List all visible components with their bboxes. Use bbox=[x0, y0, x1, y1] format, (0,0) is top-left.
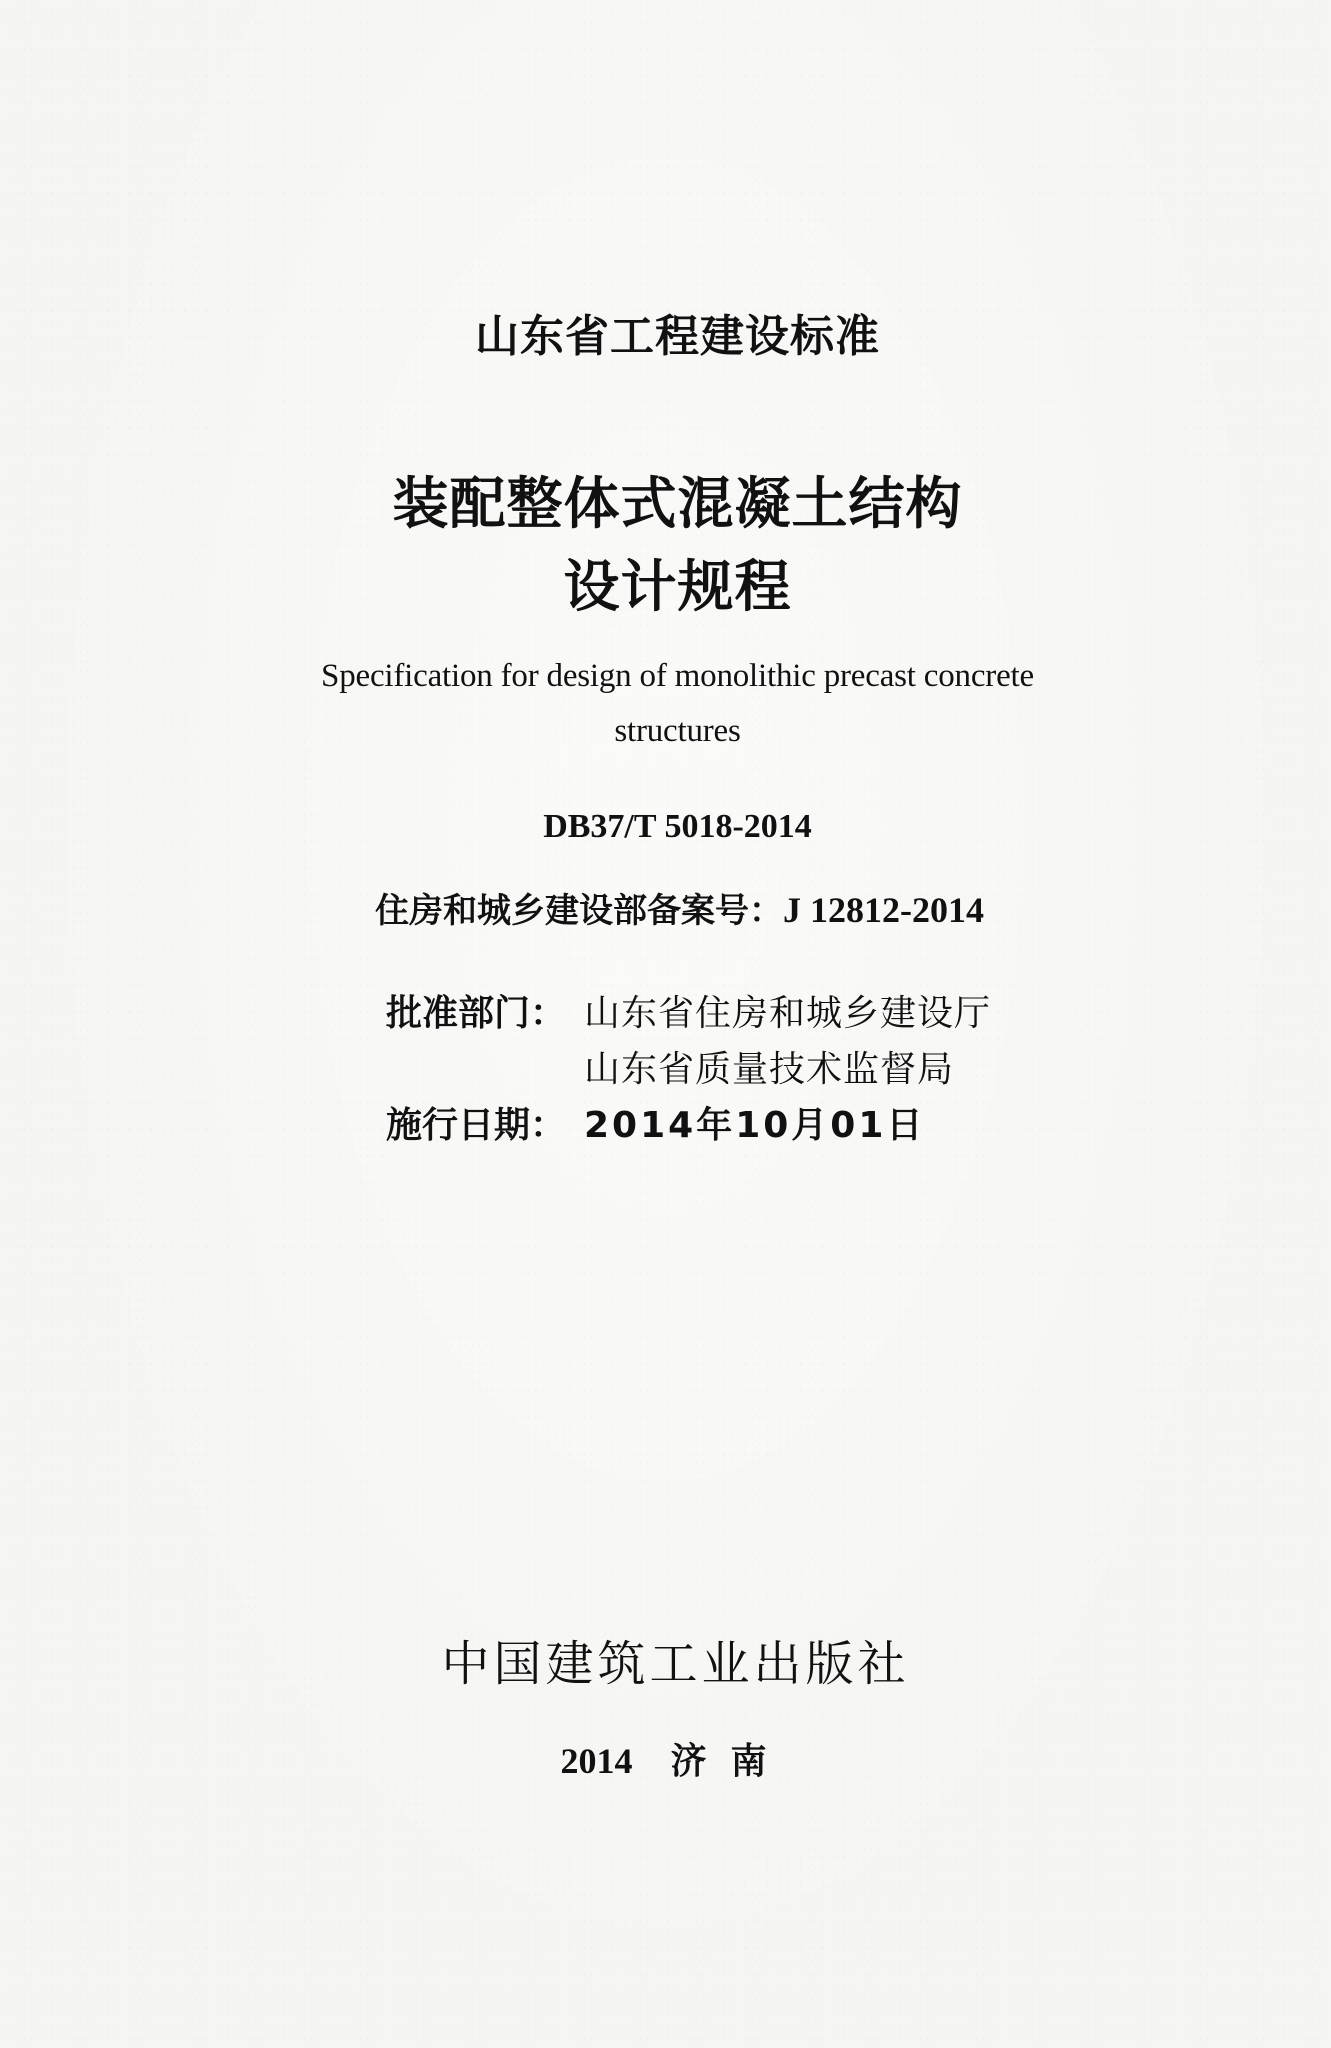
approval-row-2 bbox=[386, 1041, 955, 1097]
publish-year: 2014 bbox=[560, 1741, 633, 1781]
document-title-line-2: 设计规程 bbox=[563, 554, 792, 620]
approval-dept-2: 山东省质量技术监督局 bbox=[584, 1049, 955, 1090]
approval-info bbox=[386, 985, 992, 1153]
record-number: J 12812-2014 bbox=[783, 890, 984, 930]
record-label: 住房和城乡建设部备案号： bbox=[375, 891, 783, 931]
effective-label: 施行日期： bbox=[386, 1105, 567, 1146]
english-title-line-2: structures bbox=[614, 713, 741, 749]
record-number-line bbox=[14, 883, 1331, 932]
approval-row bbox=[386, 985, 992, 1041]
effective-date: 2014年10月01日 bbox=[584, 1105, 926, 1146]
approval-label: 批准部门： bbox=[386, 993, 567, 1034]
publisher: 中国建筑工业出版社 bbox=[441, 1636, 910, 1692]
english-title-line-1: Specification for design of monolithic precast concrete bbox=[321, 658, 1034, 694]
document-title-line-1: 装配整体式混凝土结构 bbox=[392, 471, 963, 537]
standard-code: DB37/T 5018-2014 bbox=[543, 808, 812, 845]
approval-dept-1: 山东省住房和城乡建设厅 bbox=[584, 993, 992, 1034]
effective-date-row bbox=[386, 1097, 926, 1153]
publish-place-line bbox=[10, 1733, 1331, 1784]
standard-type: 山东省工程建设标准 bbox=[475, 311, 880, 362]
publish-city: 济南 bbox=[670, 1741, 791, 1782]
